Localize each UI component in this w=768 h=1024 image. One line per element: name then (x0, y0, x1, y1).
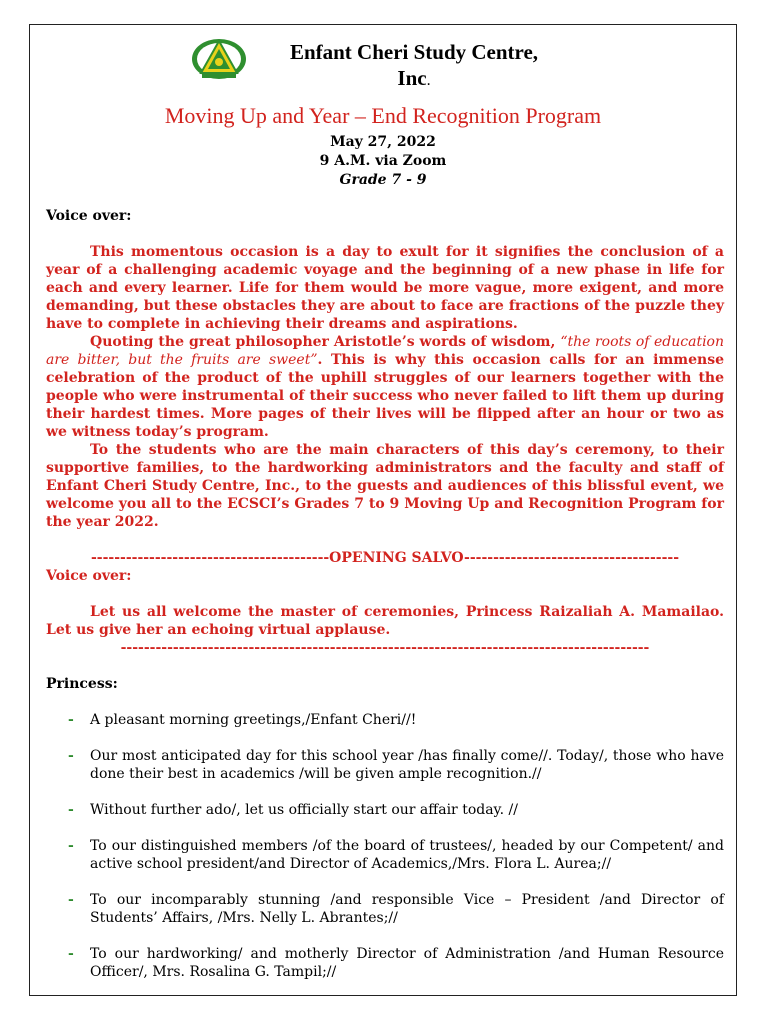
event-date: May 27, 2022 (330, 134, 436, 150)
bullet-dash: - (68, 892, 74, 908)
school-seal-logo-icon (190, 35, 248, 81)
aristotle-quote: “the roots of education are bitter, but the fruits are sweet” (46, 334, 725, 368)
princess-lines-list (46, 711, 724, 981)
list-item (46, 891, 724, 927)
intro-paragraph-1: This momentous occasion is a day to exult for it signifies the conclusion of a year of a challenging academic voyage and the beginning of a new phase in life for each and every learner. Life for them would be more vague, more exigent, and more demanding, but these obstacles they are about to face are fractions of the puzzle they have to complete in achieving their dreams and aspirations. (46, 244, 724, 332)
school-name-line1: Enfant Cheri Study Centre, (289, 40, 539, 64)
welcome-emcee-paragraph: Let us all welcome the master of ceremonies, Princess Raizaliah A. Mamailao. Let us give her an echoing virtual applause. (46, 604, 724, 638)
script-line: A pleasant morning greetings,/Enfant Cheri//! (90, 712, 417, 728)
list-item (46, 747, 724, 783)
quote-lead-in: Quoting the great philosopher Aristotle’s words of wisdom, (90, 334, 561, 350)
bullet-dash: - (68, 712, 74, 728)
list-item (46, 711, 724, 729)
script-line: Without further ado/, let us officially start our affair today. // (90, 802, 518, 818)
intro-paragraph-2 (46, 333, 724, 441)
list-item (46, 945, 724, 981)
document-page (29, 24, 737, 996)
list-item (46, 801, 724, 819)
script-line: To our distinguished members /of the board of trustees/, headed by our Competent/ and active school president/and Director of Academics,/Mrs. Flora L. Aurea;// (90, 838, 724, 872)
event-grade: Grade 7 - 9 (339, 172, 427, 188)
script-line: To our hardworking/ and motherly Director of Administration /and Human Resource Officer/, Mrs. Rosalina G. Tampil;// (90, 946, 724, 980)
bullet-dash: - (68, 838, 74, 854)
school-name (254, 39, 574, 94)
document-header (190, 33, 630, 103)
voice-over-label-2: Voice over: (46, 568, 132, 584)
opening-salvo-separator: -----------------------------------------OPENING SALVO------------------------------------- (90, 550, 680, 566)
school-name-period: . (426, 72, 431, 89)
event-time-venue: 9 A.M. via Zoom (319, 153, 447, 169)
script-content (46, 207, 724, 981)
quote-follow-up: . This is why this occasion calls for an immense celebration of the product of the uphill struggles of our learners together with the people who were instrumental of their success who never failed to lift them up during their hardest times. More pages of their lives will be flipped after an hour or two as we witness today’s program. (46, 352, 724, 440)
script-line: To our incomparably stunning /and responsible Vice – President /and Director of Students’ Affairs, /Mrs. Nelly L. Abrantes;// (90, 892, 724, 926)
voice-over-label: Voice over: (46, 208, 132, 224)
intro-paragraph-3: To the students who are the main characters of this day’s ceremony, to their supportive families, to the hardworking administrators and the faculty and staff of Enfant Cheri Study Centre, Inc., to the guests and audiences of this blissful event, we welcome you all to the ECSCI’s Grades 7 to 9 Moving Up and Recognition Program for the year 2022. (46, 442, 724, 530)
princess-label: Princess: (46, 676, 118, 692)
program-title: Moving Up and Year – End Recognition Program (164, 103, 602, 128)
bullet-dash: - (68, 946, 74, 962)
school-name-line2 (254, 65, 574, 94)
list-item (46, 837, 724, 873)
school-name-inc: Inc (397, 66, 427, 90)
bullet-dash: - (68, 802, 74, 818)
section-separator: ------------------------------------------------------------------------------------------- (120, 640, 650, 656)
bullet-dash: - (68, 748, 74, 764)
event-details (30, 133, 736, 190)
script-line: Our most anticipated day for this school year /has finally come//. Today/, those who have done their best in academics /will be given ample recognition.// (90, 748, 724, 782)
